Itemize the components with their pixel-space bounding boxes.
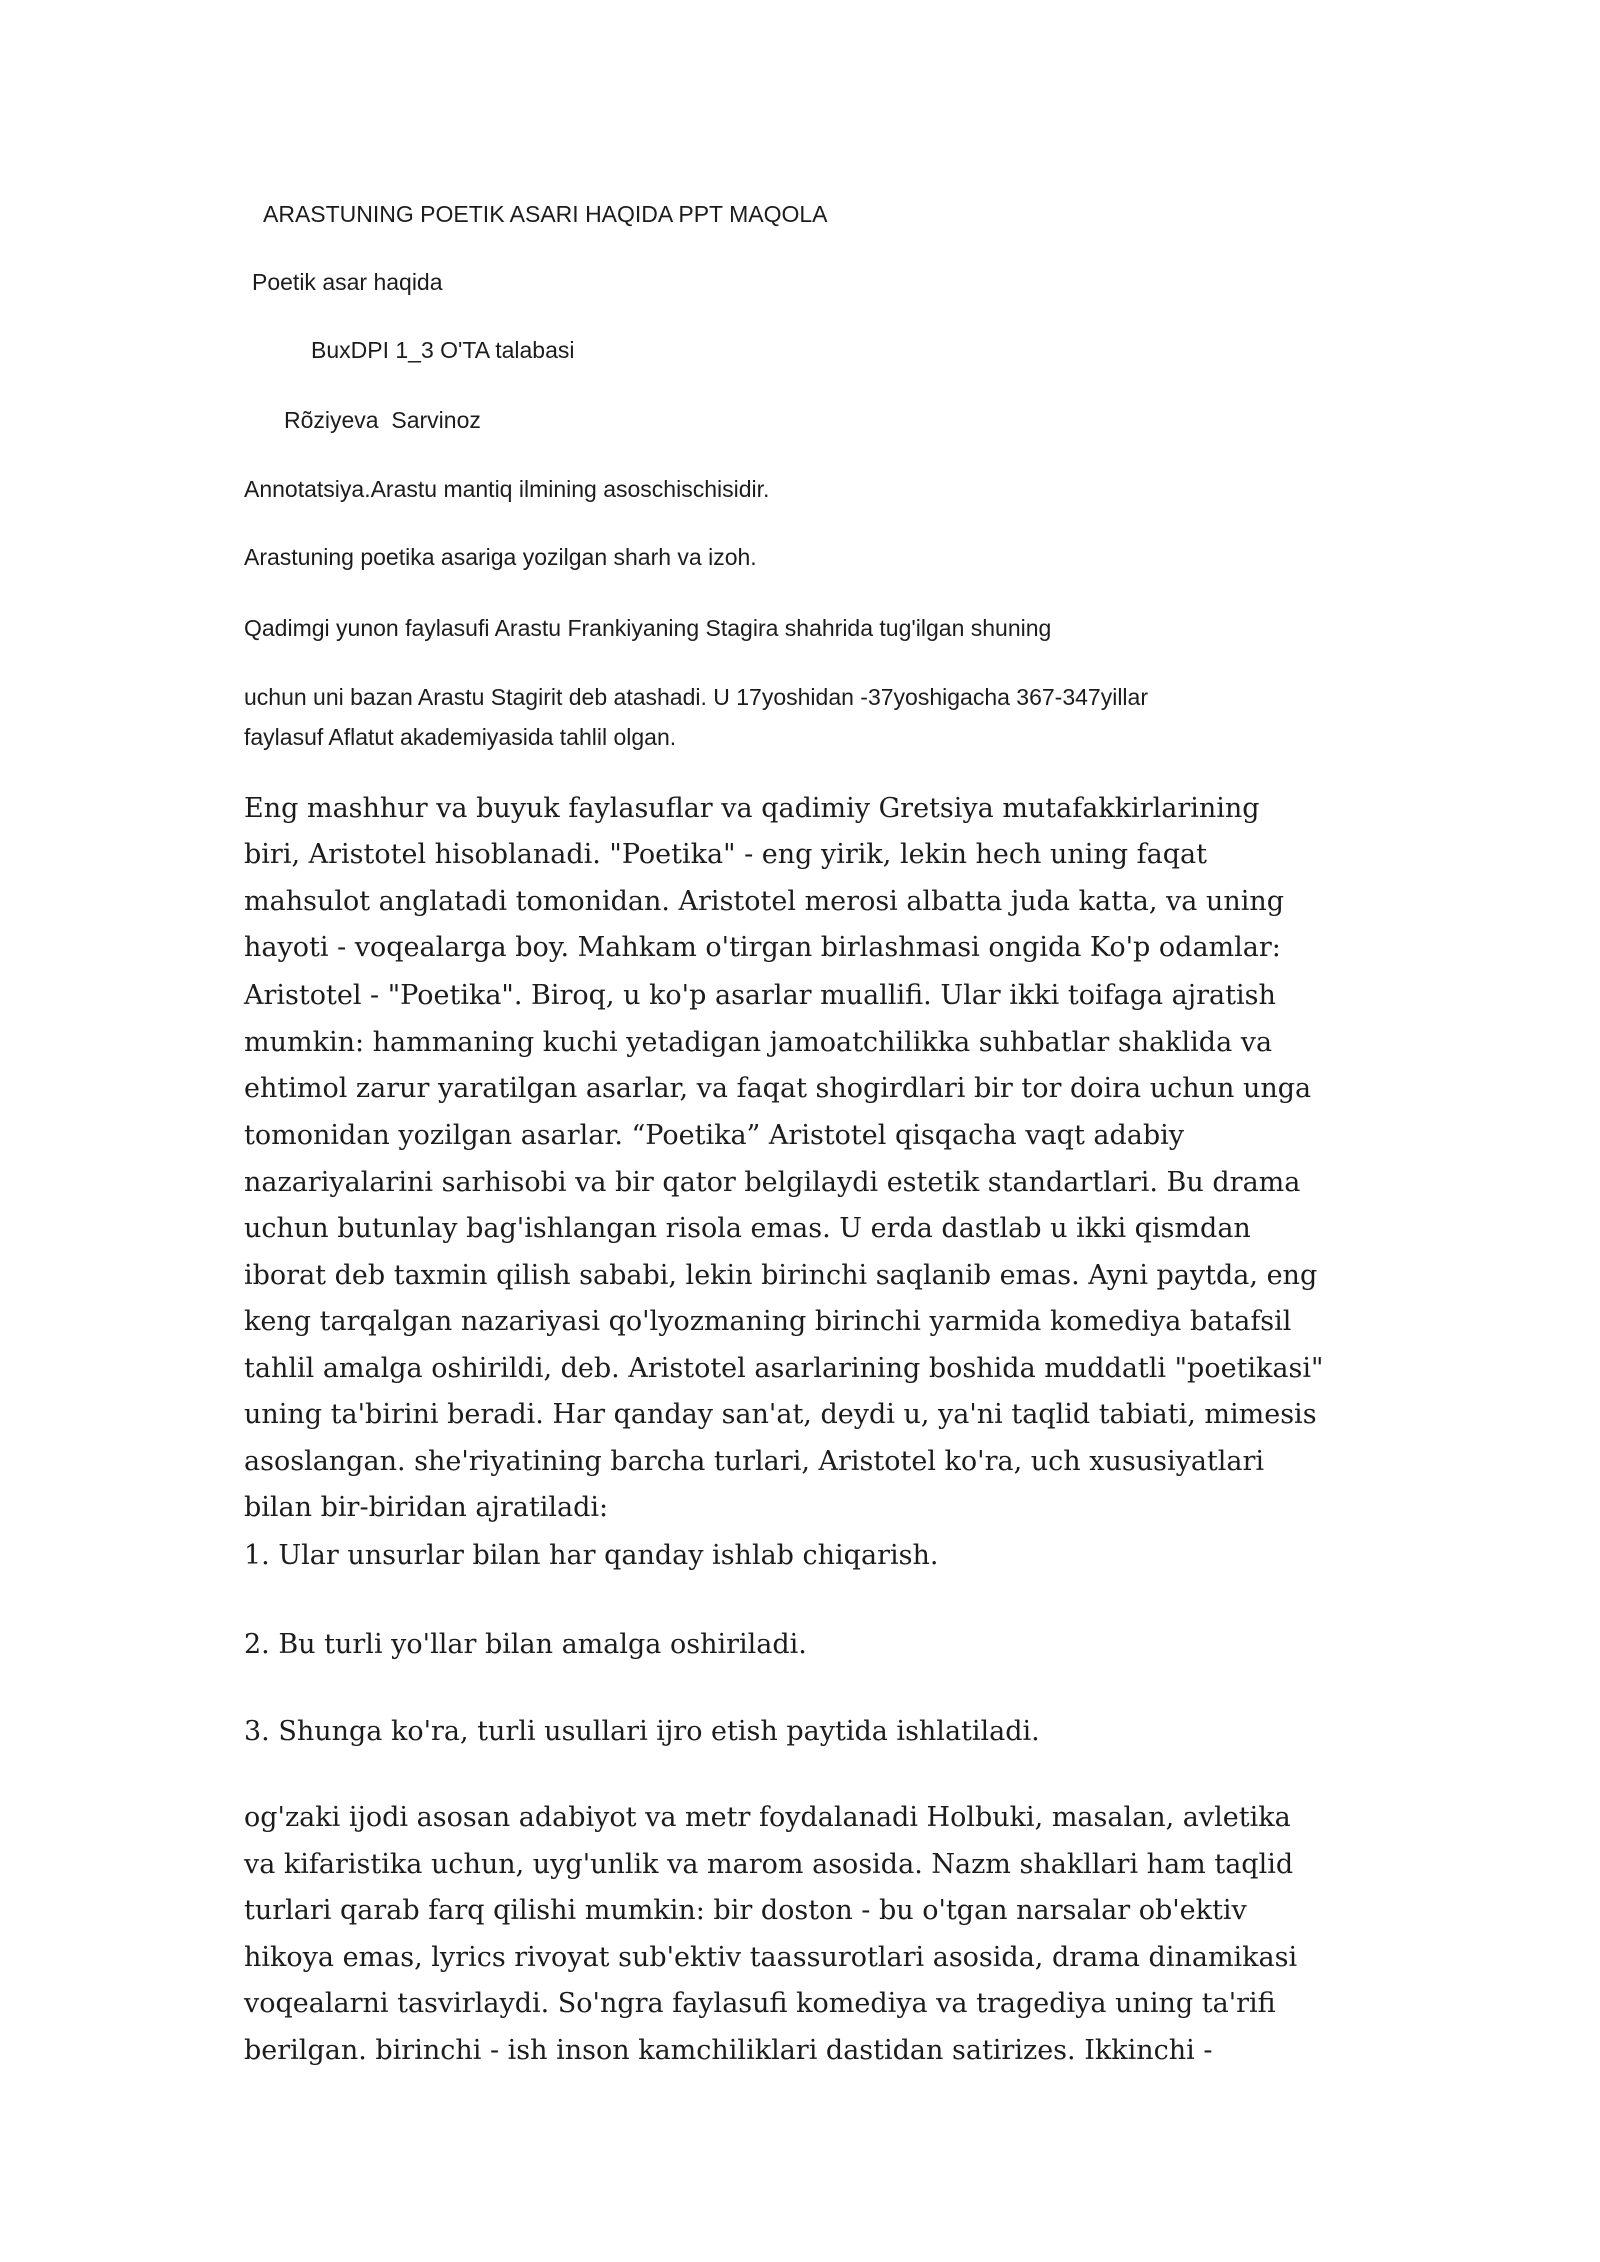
annotation-line: Qadimgi yunon faylasufi Arastu Frankiyaning Stagira shahrida tug'ilgan shuning bbox=[244, 615, 1052, 641]
body-line: biri, Aristotel hisoblanadi. "Poetika" - eng yirik, lekin hech uning faqat bbox=[244, 839, 1207, 870]
body-line: hikoya emas, lyrics rivoyat sub'ektiv taassurotlari asosida, drama dinamikasi bbox=[244, 1942, 1298, 1973]
body-line: tomonidan yozilgan asarlar. “Poetika” Aristotel qisqacha vaqt adabiy bbox=[244, 1120, 1185, 1151]
body-line: voqealarni tasvirlaydi. So'ngra faylasufi komediya va tragediya uning ta'rifi bbox=[244, 1988, 1276, 2019]
body-line: asoslangan. she'riyatining barcha turlari, Aristotel ko'ra, uch xususiyatlari bbox=[244, 1446, 1265, 1477]
body-line: uning ta'birini beradi. Har qanday san'at, deydi u, ya'ni taqlid tabiati, mimesis bbox=[244, 1399, 1317, 1430]
body-line: hayoti - voqealarga boy. Mahkam o'tirgan birlashmasi ongida Ko'p odamlar: bbox=[244, 932, 1281, 963]
author-name: Rõziyeva Sarvinoz bbox=[284, 407, 481, 433]
annotation-line: uchun uni bazan Arastu Stagirit deb atashadi. U 17yoshidan -37yoshigacha 367-347yillar bbox=[244, 684, 1148, 710]
body-line: keng tarqalgan nazariyasi qo'lyozmaning birinchi yarmida komediya batafsil bbox=[244, 1306, 1292, 1337]
body-line: berilgan. birinchi - ish inson kamchiliklari dastidan satirizes. Ikkinchi - bbox=[244, 2035, 1213, 2066]
body-line: turlari qarab farq qilishi mumkin: bir doston - bu o'tgan narsalar ob'ektiv bbox=[244, 1895, 1247, 1926]
list-item: 1. Ular unsurlar bilan har qanday ishlab chiqarish. bbox=[244, 1540, 939, 1571]
body-line: iborat deb taxmin qilish sababi, lekin birinchi saqlanib emas. Ayni paytda, eng bbox=[244, 1260, 1318, 1291]
body-line: mahsulot anglatadi tomonidan. Aristotel merosi albatta juda katta, va uning bbox=[244, 886, 1285, 917]
body-line: Aristotel - "Poetika". Biroq, u ko'p asarlar muallifi. Ular ikki toifaga ajratish bbox=[244, 980, 1276, 1011]
list-item: 2. Bu turli yo'llar bilan amalga oshiriladi. bbox=[244, 1629, 807, 1660]
body-line: nazariyalarini sarhisobi va bir qator belgilaydi estetik standartlari. Bu drama bbox=[244, 1167, 1301, 1198]
body-line: uchun butunlay bag'ishlangan risola emas. U erda dastlab u ikki qismdan bbox=[244, 1213, 1251, 1244]
body-line: mumkin: hammaning kuchi yetadigan jamoatchilikka suhbatlar shaklida va bbox=[244, 1027, 1273, 1058]
document-subtitle: Poetik asar haqida bbox=[252, 269, 443, 295]
body-line: og'zaki ijodi asosan adabiyot va metr foydalanadi Holbuki, masalan, avletika bbox=[244, 1802, 1291, 1833]
annotation-line: Arastuning poetika asariga yozilgan sharh va izoh. bbox=[244, 544, 757, 570]
list-item: 3. Shunga ko'ra, turli usullari ijro etish paytida ishlatiladi. bbox=[244, 1716, 1040, 1747]
document-title: ARASTUNING POETIK ASARI HAQIDA PPT MAQOLA bbox=[263, 201, 828, 227]
body-line: tahlil amalga oshirildi, deb. Aristotel asarlarining boshida muddatli "poetikasi" bbox=[244, 1353, 1324, 1384]
annotation-line: faylasuf Aflatut akademiyasida tahlil olgan. bbox=[244, 724, 677, 750]
body-line: ehtimol zarur yaratilgan asarlar, va faqat shogirdlari bir tor doira uchun unga bbox=[244, 1073, 1312, 1104]
annotation-line: Annotatsiya.Arastu mantiq ilmining asoschischisidir. bbox=[244, 476, 770, 502]
body-line: bilan bir-biridan ajratiladi: bbox=[244, 1492, 609, 1523]
body-line: va kifaristika uchun, uyg'unlik va marom asosida. Nazm shakllari ham taqlid bbox=[244, 1849, 1294, 1880]
body-line: Eng mashhur va buyuk faylasuflar va qadimiy Gretsiya mutafakkirlarining bbox=[244, 793, 1260, 824]
author-affiliation: BuxDPI 1_3 O'TA talabasi bbox=[311, 337, 575, 363]
